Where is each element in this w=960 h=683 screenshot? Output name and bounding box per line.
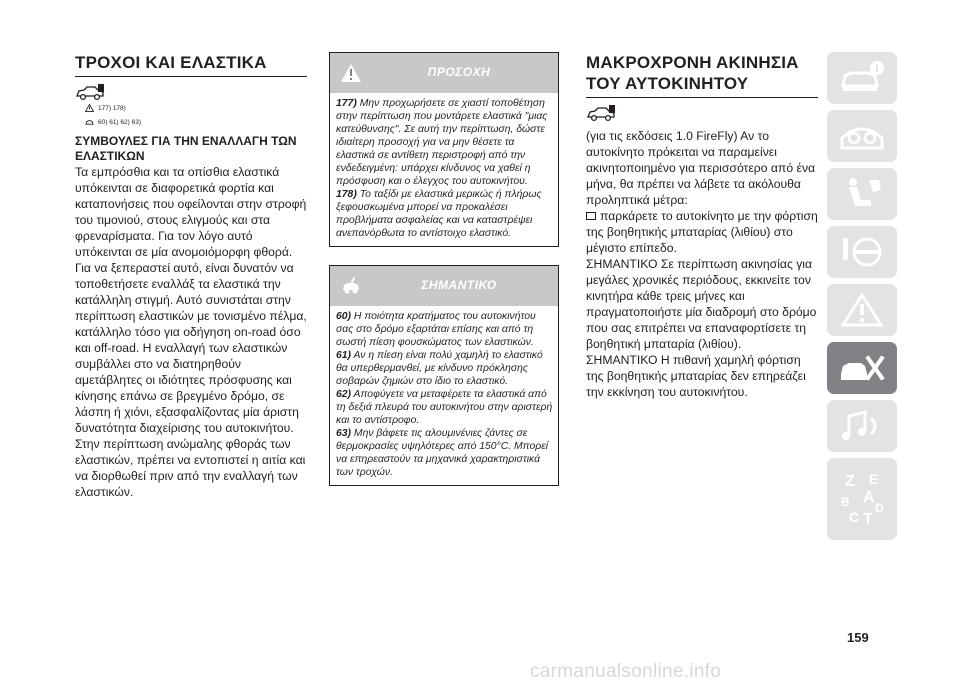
index-letter: T (863, 511, 873, 528)
note-refs-text: 60) 61) 62) 63) (98, 118, 141, 126)
bullet-item (586, 208, 818, 256)
warning-item (336, 188, 553, 240)
note-refs (85, 115, 307, 129)
subsection-title-tyre-rotation: ΣΥΜΒΟΥΛΕΣ ΓΙΑ ΤΗΝ ΕΝΑΛΛΑΓΗ ΤΩΝ ΕΛΑΣΤΙΚΩΝ (75, 134, 297, 163)
seat-safety-icon (839, 176, 885, 212)
warning-box-title: ΠΡΟΣΟΧΗ (427, 65, 491, 79)
tab-car-info[interactable] (827, 52, 897, 104)
car-note-icon (85, 118, 94, 126)
watermark: carmanualsonline.info (530, 661, 722, 682)
ref-number: 177) (336, 98, 357, 109)
warning-text: Μην προχωρήσετε σε χιαστί τοποθέτηση στην περίπτωση που μοντάρετε ελαστικά "μιας κατεύθυνσης". Σε αυτή την περίπτωση, δώστε ιδιαίτερη προσοχή για να μην θέσετε τα ελαστικά σε αντίθετη περιστροφή από την ενδεδειγμένη: υπάρχει κίνδυνος να χαθεί η πρόσφυση και ο έλεγχος του αυτοκινήτου. (336, 98, 548, 187)
left-column (75, 52, 307, 500)
warning-item (336, 97, 553, 188)
tab-key-steering[interactable] (827, 226, 897, 278)
warning-triangle-icon (85, 104, 94, 112)
paragraph: Τα εμπρόσθια και τα οπίσθια ελαστικά υπόκεινται σε διαφορετικά φορτία και καταπονήσεις που οφείλονται στην στροφή του τιμονιού, στους ελιγμούς και στα φρεναρίσματα. Για τον λόγο αυτό υπόκεινται σε μία ανομοιόμορφη φθορά. (75, 165, 307, 259)
title-rule (586, 97, 818, 98)
paragraph: ΣΗΜΑΝΤΙΚΟ Η πιθανή χαμηλή φόρτιση της βοηθητικής μπαταρίας δεν επηρεάζει την εκκίνηση του αυτοκινήτου. (586, 353, 806, 399)
car-service-icon (839, 350, 885, 386)
paragraph: ΣΗΜΑΝΤΙΚΟ Σε περίπτωση ακινησίας για μεγάλες χρονικές περιόδους, εκκινείτε τον κινητήρα κάθε τρεις μήνες και πραγματοποιήστε μία διαδρομή στο δρόμο που σας επιτρέπει να επαναφορτίσετε τη βοηθητική μπαταρία (λιθίου). (586, 257, 817, 351)
note-text: Μην βάφετε τις αλουμινένιες ζάντες σε θερμοκρασίες υψηλότερες από 150°C. Μπορεί να επηρεαστούν τα μηχανικά χαρακτηριστικά των τροχών. (336, 428, 549, 478)
note-item (336, 427, 553, 479)
note-box-header (330, 266, 558, 306)
index-letter: E (869, 471, 879, 487)
ref-number: 60) (336, 311, 352, 322)
index-letters-icon (839, 466, 885, 532)
tab-dashboard[interactable] (827, 110, 897, 162)
ref-number: 62) (336, 389, 352, 400)
warning-text: Το ταξίδι με ελαστικά μερικώς ή πλήρως ξεφουσκωμένα μπορεί να προκαλέσει προβλήματα ασφαλείας και να καταστρέψει ανεπανόρθωτα το αντίστοιχο ελαστικό. (336, 189, 542, 239)
multimedia-icon (839, 408, 885, 444)
tab-warning[interactable] (827, 284, 897, 336)
chapter-tab-bar (827, 52, 897, 546)
key-steering-icon (839, 234, 885, 270)
note-box-title: ΣΗΜΑΝΤΙΚΟ (421, 278, 497, 292)
bullet-text: παρκάρετε το αυτοκίνητο με την φόρτιση της βοηθητικής μπαταρίας (λιθίου) στο μέγιστο επίπεδο. (586, 209, 818, 255)
car-info-icon (839, 60, 885, 96)
warning-box-header (330, 53, 558, 93)
middle-column (329, 52, 559, 486)
right-column (586, 52, 818, 400)
index-letter: D (875, 501, 884, 515)
warning-box (329, 52, 559, 247)
note-box (329, 265, 559, 486)
tab-seat-safety[interactable] (827, 168, 897, 220)
note-item (336, 349, 553, 388)
note-box-body (330, 306, 558, 485)
car-version-icon (586, 104, 616, 122)
bullet-box-icon (586, 212, 596, 220)
paragraph: Για να ξεπεραστεί αυτό, είναι δυνατόν να τοποθετήσετε εναλλάξ τα ελαστικά την κατάλληλη στιγμή. Αυτό συνιστάται στην περίπτωση ελαστικών με τονισμένο πέλμα, κατάλληλο τόσο για οδήγηση on-road όσο και off-road. Η εναλλαγή των ελαστικών συμβάλλει στο να διατηρηθούν αμετάβλητες οι ιδιότητες πρόσφυσης και κίνησης επάνω σε βρεγμένο δρόμο, σε λάσπη ή χιόνι, εξασφαλίζοντας μία άριστη δυνατότητα διαχείρισης του αυτοκινήτου. Στην περίπτωση ανώμαλης φθοράς των ελαστικών, πρέπει να εντοπιστεί η αιτία και να διορθωθεί πριν από την εναλλαγή των ελαστικών. (75, 261, 307, 499)
tab-multimedia[interactable] (827, 400, 897, 452)
warning-box-body (330, 93, 558, 246)
tab-index[interactable] (827, 458, 897, 540)
warning-triangle-icon (839, 292, 885, 328)
index-letter: C (849, 509, 860, 525)
index-letter: Z (845, 473, 855, 490)
section-title-long-inactivity: ΜΑΚΡΟΧΡΟΝΗ ΑΚΙΝΗΣΙΑ ΤΟΥ ΑΥΤΟΚΙΝΗΤΟΥ (586, 53, 799, 93)
dashboard-icon (839, 118, 885, 154)
warning-refs (85, 101, 307, 115)
tab-car-service[interactable] (827, 342, 897, 394)
note-text: Αποφύγετε να μεταφέρετε τα ελαστικά από τη δεξιά πλευρά του αυτοκινήτου στην αριστερή και το αντίστροφο. (336, 389, 553, 426)
section-title-wheels-tyres: ΤΡΟΧΟΙ ΚΑΙ ΕΛΑΣΤΙΚΑ (75, 53, 267, 72)
page-number: 159 (847, 630, 869, 645)
paragraph: (για τις εκδόσεις 1.0 FireFly) Αν το αυτοκίνητο πρόκειται να παραμείνει ακινητοποιημένο για περισσότερο από ένα μήνα, θα πρέπει να λάβετε τα ακόλουθα προληπτικά μέτρα: (586, 129, 816, 207)
ref-number: 61) (336, 350, 352, 361)
ref-number: 178) (336, 189, 357, 200)
ref-number: 63) (336, 428, 352, 439)
title-rule (75, 76, 307, 77)
warning-refs-text: 177) 178) (98, 104, 126, 112)
car-version-icon (75, 83, 105, 101)
note-item (336, 310, 553, 349)
index-letter: A (863, 489, 875, 506)
note-text: Αν η πίεση είναι πολύ χαμηλή το ελαστικό θα υπερθερμανθεί, με κίνδυνο πρόκλησης σοβαρών ζημιών στο ίδιο το ελαστικό. (336, 350, 543, 387)
note-text: Η ποιότητα κρατήματος του αυτοκινήτου σας στο δρόμο εξαρτάται επίσης και από τη σωστή πίεση φουσκώματος των ελαστικών. (336, 311, 536, 348)
note-item (336, 388, 553, 427)
index-letter: B (841, 495, 850, 509)
